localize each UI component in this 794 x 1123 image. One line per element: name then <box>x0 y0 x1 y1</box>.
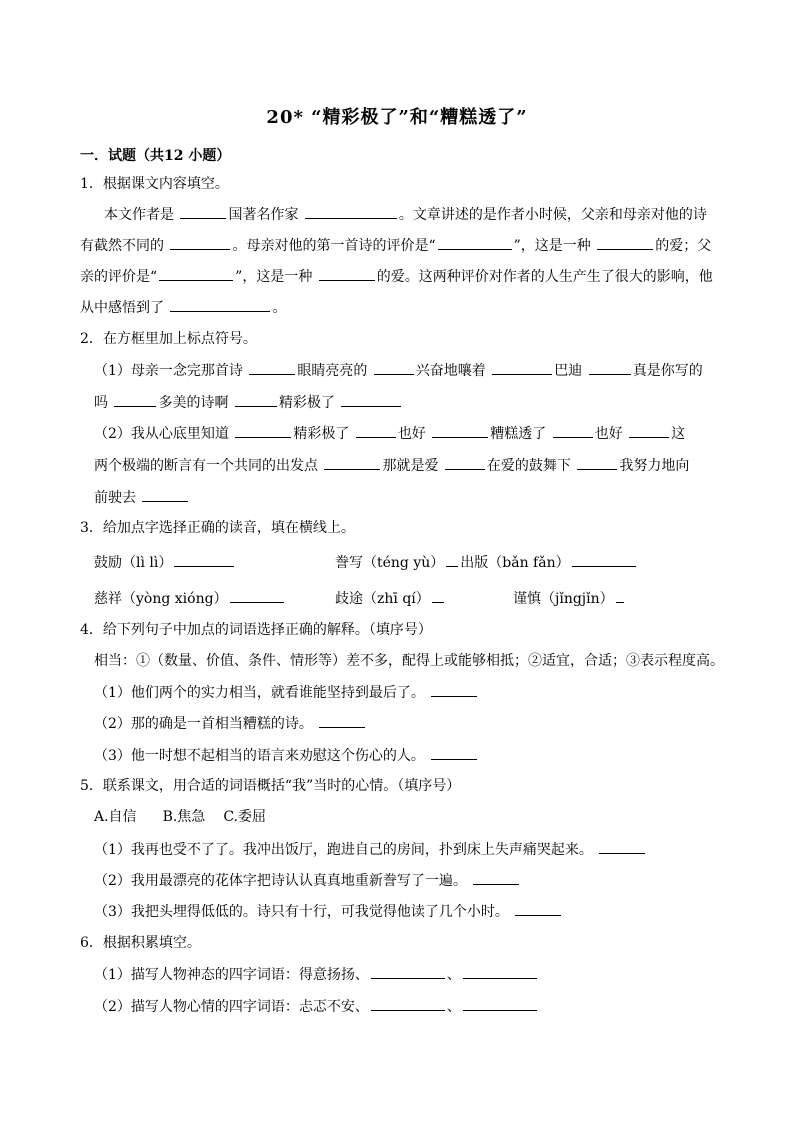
answer-blank[interactable] <box>114 392 156 407</box>
text: 糟糕透了 <box>490 426 551 442</box>
answer-blank[interactable] <box>319 266 375 281</box>
question-5-label: 5．联系课文，用合适的词语概括“我”当时的心情。（填序号） <box>80 778 461 794</box>
pinyin-item <box>94 552 236 573</box>
text: 国著名作家 <box>228 207 303 223</box>
text: 。文章讲述的是作者小时候，父亲和母亲对他的诗 <box>398 207 707 223</box>
answer-blank[interactable] <box>341 392 401 407</box>
question-5-sentence-2 <box>94 870 521 891</box>
answer-blank[interactable] <box>446 552 458 567</box>
text: 在爱的鼓舞下 <box>486 458 576 474</box>
answer-blank[interactable] <box>589 360 631 375</box>
question-2-sentence-2-line-3 <box>94 487 190 508</box>
text: （2）我用最漂亮的花体字把诗认认真真地重新誊写了一遍。 <box>94 873 467 889</box>
text: 、 <box>446 967 461 983</box>
text: 前驶去 <box>94 490 141 506</box>
question-6-sentence-1 <box>94 964 539 985</box>
answer-blank[interactable] <box>170 235 230 250</box>
answer-blank[interactable] <box>371 996 445 1011</box>
question-1-line-1 <box>104 204 707 225</box>
question-4-sentence-1 <box>94 682 479 703</box>
definition-text: 相当：①（数量、价值、条件、情形等）差不多，配得上或能够相抵；②适宜，合适；③表示程度高。 <box>94 653 724 669</box>
text: 这 <box>671 426 686 442</box>
text: 亲的评价是“ <box>80 269 158 285</box>
question-2-sentence-2-line-2 <box>94 455 689 476</box>
answer-blank[interactable] <box>572 552 636 567</box>
answer-blank[interactable] <box>616 588 624 603</box>
pinyin-item <box>513 588 626 609</box>
word-with-options: 鼓励（lì lì） <box>94 555 173 571</box>
text: ”，这是一种 <box>513 238 596 254</box>
text: 真是你写的 <box>632 363 703 379</box>
answer-blank[interactable] <box>180 204 226 219</box>
text: 也好 <box>594 426 628 442</box>
answer-blank[interactable] <box>374 360 414 375</box>
page-title: 20* “精彩极了”和“糟糕透了” <box>266 107 528 128</box>
answer-blank[interactable] <box>142 487 188 502</box>
section-heading: 一．试题（共12 小题） <box>80 148 231 164</box>
question-4-label: 4．给下列句子中加点的词语选择正确的解释。（填序号） <box>80 622 432 638</box>
answer-blank[interactable] <box>597 235 653 250</box>
answer-blank[interactable] <box>599 839 645 854</box>
text: 兴奋地嚷着 <box>415 363 491 379</box>
text: 的爱。这两种评价对作者的人生产生了很大的影响，他 <box>376 269 713 285</box>
answer-blank[interactable] <box>159 266 233 281</box>
question-2-sentence-1-line-2 <box>94 392 403 413</box>
text: （1）他们两个的实力相当，就看谁能坚持到最后了。 <box>94 685 425 701</box>
answer-blank[interactable] <box>356 423 396 438</box>
question-5-sentence-1 <box>94 839 647 860</box>
question-6-label: 6．根据积累填空。 <box>80 935 201 951</box>
answer-blank[interactable] <box>577 455 617 470</box>
question-3-label: 3．给加点字选择正确的读音，填在横线上。 <box>80 520 355 536</box>
question-5-sentence-3 <box>94 901 563 922</box>
option-b: B.焦急 <box>162 809 206 825</box>
text: ”，这是一种 <box>235 269 317 285</box>
question-1-label: 1．根据课文内容填空。 <box>80 176 229 192</box>
text: 也好 <box>397 426 431 442</box>
answer-blank[interactable] <box>515 901 561 916</box>
question-6-sentence-2 <box>94 996 539 1017</box>
question-2-sentence-2-line-1 <box>94 423 685 444</box>
answer-blank[interactable] <box>432 588 444 603</box>
answer-blank[interactable] <box>473 870 519 885</box>
answer-blank[interactable] <box>249 360 295 375</box>
text: 、 <box>446 999 461 1015</box>
text: 吗 <box>94 395 113 411</box>
text: 。 <box>272 300 287 316</box>
text: 从中感悟到了 <box>80 300 169 316</box>
text: （3）我把头埋得低低的。诗只有十行，可我觉得他读了几个小时。 <box>94 904 509 920</box>
text: 。母亲对他的第一首诗的评价是“ <box>232 238 436 254</box>
pinyin-item <box>335 588 446 609</box>
options-row <box>94 807 266 827</box>
word-with-options: 歧途（zhī qí） <box>335 591 430 607</box>
question-2-label: 2．在方框里加上标点符号。 <box>80 331 257 347</box>
text: 本文作者是 <box>104 207 179 223</box>
text: 多美的诗啊 <box>158 395 233 411</box>
text: （2）我从心底里知道 <box>94 426 234 442</box>
text: 我努力地向 <box>619 458 690 474</box>
answer-blank[interactable] <box>629 423 669 438</box>
text: 那就是爱 <box>382 458 443 474</box>
question-1-line-2 <box>80 235 711 256</box>
question-2-sentence-1-line-1 <box>94 360 703 381</box>
answer-blank[interactable] <box>445 455 485 470</box>
answer-blank[interactable] <box>230 588 284 603</box>
question-1-line-4 <box>80 297 286 318</box>
question-1-line-3 <box>80 266 713 287</box>
option-c: C.委屈 <box>223 809 266 825</box>
answer-blank[interactable] <box>174 552 234 567</box>
answer-blank[interactable] <box>170 297 270 312</box>
word-with-options: 出版（bǎn fǎn） <box>460 555 570 571</box>
answer-blank[interactable] <box>235 423 291 438</box>
text: 眼睛亮亮的 <box>297 363 372 379</box>
word-with-options: 誊写（téng yù） <box>335 555 445 571</box>
answer-blank[interactable] <box>319 713 365 728</box>
answer-blank[interactable] <box>463 996 537 1011</box>
pinyin-item <box>335 552 638 573</box>
word-with-options: 慈祥（yòng xióng） <box>94 591 228 607</box>
text: 巴迪 <box>554 363 587 379</box>
option-a: A.自信 <box>94 809 137 825</box>
answer-blank[interactable] <box>371 964 445 979</box>
text: 两个极端的断言有一个共同的出发点 <box>94 458 323 474</box>
text: 精彩极了 <box>293 426 354 442</box>
answer-blank[interactable] <box>463 964 537 979</box>
text: 有截然不同的 <box>80 238 169 254</box>
question-4-sentence-2 <box>94 713 367 734</box>
answer-blank[interactable] <box>431 745 477 760</box>
answer-blank[interactable] <box>324 455 380 470</box>
text: （1）母亲一念完那首诗 <box>94 363 248 379</box>
answer-blank[interactable] <box>235 392 277 407</box>
text: 精彩极了 <box>278 395 340 411</box>
text: （3）他一时想不起相当的语言来劝慰这个伤心的人。 <box>94 748 425 764</box>
text: 的爱；父 <box>655 238 712 254</box>
answer-blank[interactable] <box>492 360 552 375</box>
text: （2）描写人物心情的四字词语：忐忑不安、 <box>94 999 369 1015</box>
text: （1）描写人物神态的四字词语：得意扬扬、 <box>94 967 369 983</box>
answer-blank[interactable] <box>553 423 593 438</box>
answer-blank[interactable] <box>438 235 512 250</box>
question-4-sentence-3 <box>94 745 479 766</box>
pinyin-item <box>94 588 286 609</box>
text: （2）那的确是一首相当糟糕的诗。 <box>94 716 313 732</box>
word-with-options: 谨慎（jǐngjǐn） <box>513 591 614 607</box>
answer-blank[interactable] <box>305 204 397 219</box>
answer-blank[interactable] <box>432 423 488 438</box>
answer-blank[interactable] <box>431 682 477 697</box>
text: （1）我再也受不了了。我冲出饭厅，跑进自己的房间，扑到床上失声痛哭起来。 <box>94 842 593 858</box>
